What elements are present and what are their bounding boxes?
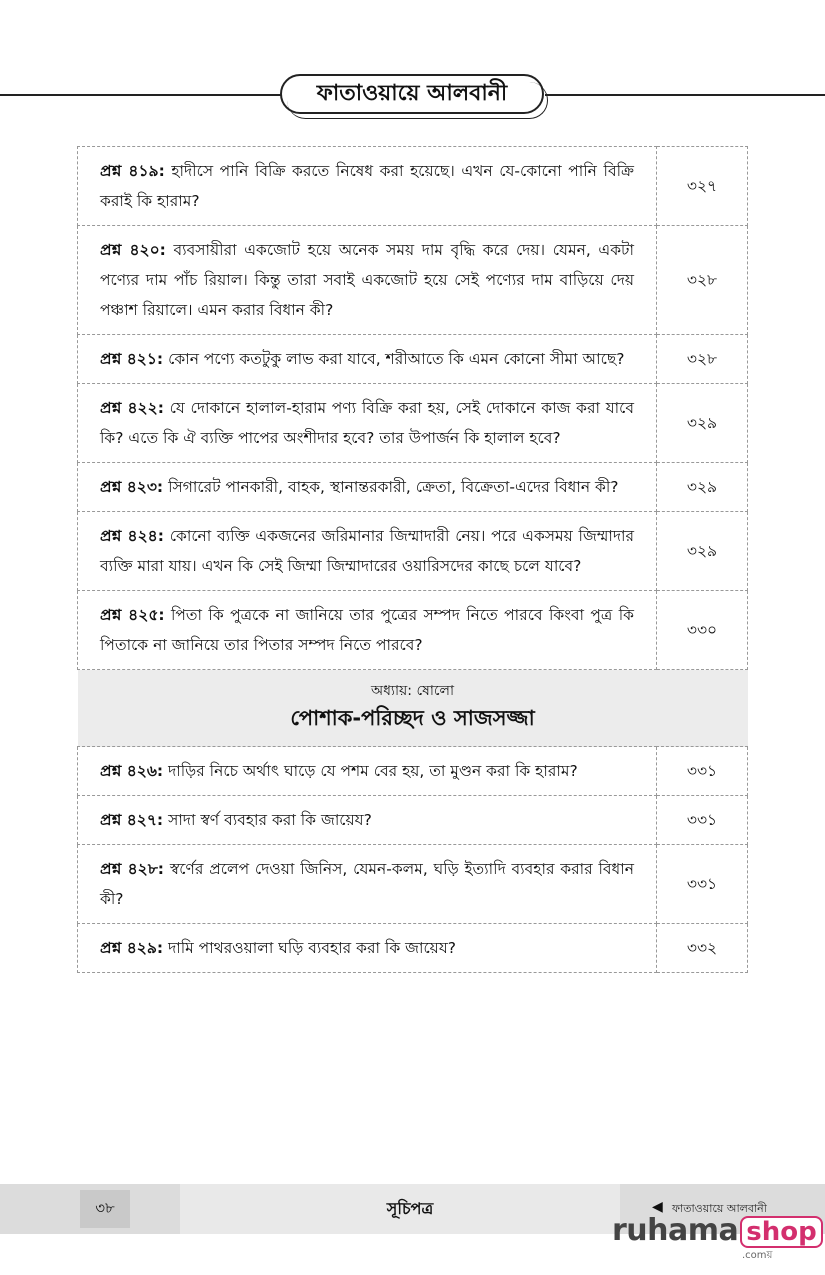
ruhamashop-logo [612,1213,823,1261]
question-cell [78,463,657,512]
table-row[interactable] [78,591,748,670]
question-label: প্রশ্ন ৪২৩: [100,478,164,496]
question-cell [78,845,657,924]
chapter-number: অধ্যায়: ষোলো [370,683,455,699]
page-number-cell: ৩৩১ [657,845,748,924]
question-label: প্রশ্ন ৪২৭: [100,811,164,829]
chapter-heading-row [78,670,748,747]
book-title: ফাতাওয়ায়ে আলবানী [316,80,508,106]
question-text: পিতা কি পুত্রকে না জানিয়ে তার পুত্রের সম্পদ নিতে পারবে কিংবা পুত্র কি পিতাকে না জানিয়ে তার পিতার সম্পদ নিতে পারবে? [100,606,634,654]
question-cell [78,924,657,973]
chapter-title: পোশাক-পরিচ্ছদ ও সাজসজ্জা [290,706,535,730]
question-label: প্রশ্ন ৪২৯: [100,939,164,957]
question-text: কোনো ব্যক্তি একজনের জরিমানার জিম্মাদারী নেয়। পরে একসময় জিম্মাদার ব্যক্তি মারা যায়। এখন কি সেই জিম্মা জিম্মাদারের ওয়ারিসদের কাছে চলে যাবে? [100,527,634,575]
logo-shop-text: shop [740,1216,822,1248]
page-number-cell: ৩৩১ [657,796,748,845]
question-text: যে দোকানে হালাল-হারাম পণ্য বিক্রি করা হয়, সেই দোকানে কাজ করা যাবে কি? এতে কি ঐ ব্যক্তি পাপের অংশীদার হবে? তার উপার্জন কি হালাল হবে? [100,399,634,447]
question-cell [78,147,657,226]
table-row[interactable] [78,335,748,384]
page-number-cell: ৩২৯ [657,463,748,512]
page-number-cell: ৩২৭ [657,147,748,226]
question-label: প্রশ্ন ৪১৯: [100,162,165,180]
footer-page-number: ৩৮ [80,1190,130,1228]
question-label: প্রশ্ন ৪২৫: [100,606,165,624]
question-text: হাদীসে পানি বিক্রি করতে নিষেধ করা হয়েছে। এখন যে-কোনো পানি বিক্রি করাই কি হারাম? [100,162,634,210]
question-cell [78,226,657,335]
table-row[interactable] [78,463,748,512]
page-number-cell: ৩২৯ [657,384,748,463]
page-number-cell: ৩২৮ [657,335,748,384]
question-label: প্রশ্ন ৪২২: [100,399,164,417]
chapter-heading [78,670,748,747]
question-text: সিগারেট পানকারী, বাহক, স্থানান্তরকারী, ক্রেতা, বিক্রেতা-এদের বিধান কী? [168,478,619,496]
table-row[interactable] [78,384,748,463]
page-number-cell: ৩২৯ [657,512,748,591]
header-rule-right [545,94,825,96]
question-text: স্বর্ণের প্রলেপ দেওয়া জিনিস, যেমন-কলম, ঘড়ি ইত্যাদি ব্যবহার করার বিধান কী? [100,860,634,908]
question-text: কোন পণ্যে কতটুকু লাভ করা যাবে, শরীআতে কি এমন কোনো সীমা আছে? [168,350,625,368]
question-label: প্রশ্ন ৪২৮: [100,860,165,878]
question-text: দাড়ির নিচে অর্থাৎ ঘাড়ে যে পশম বের হয়, তা মুণ্ডন করা কি হারাম? [168,762,578,780]
question-text: দামি পাথরওয়ালা ঘড়ি ব্যবহার করা কি জায়েয? [168,939,456,957]
question-cell [78,512,657,591]
logo-ruhama-text: ruhama [612,1213,739,1248]
logo-com-text: .comয় [742,1250,773,1261]
book-title-banner [280,74,544,114]
table-row[interactable] [78,512,748,591]
question-cell [78,384,657,463]
table-of-contents [77,146,748,973]
page-number-cell: ৩৩০ [657,591,748,670]
question-label: প্রশ্ন ৪২৪: [100,527,164,545]
question-label: প্রশ্ন ৪২৬: [100,762,164,780]
header-rule-left [0,94,282,96]
question-text: সাদা স্বর্ণ ব্যবহার করা কি জায়েয? [168,811,372,829]
table-row[interactable] [78,747,748,796]
footer-book-title: ফাতাওয়ায়ে আলবানী [672,1202,767,1215]
question-text: ব্যবসায়ীরা একজোট হয়ে অনেক সময় দাম বৃদ্ধি করে দেয়। যেমন, একটা পণ্যের দাম পাঁচ রিয়াল। কিন্তু তারা সবাই একজোট হয়ে সেই পণ্যের দাম বাড়িয়ে দেয় পঞ্চাশ রিয়ালে। এমন করার বিধান কী? [100,241,634,319]
footer-section-label: সূচিপত্র [386,1199,434,1218]
question-cell [78,747,657,796]
question-cell [78,591,657,670]
table-row[interactable] [78,845,748,924]
chevron-left-icon: ◀ [652,1199,663,1215]
question-label: প্রশ্ন ৪২১: [100,350,164,368]
table-row[interactable] [78,796,748,845]
page-number-cell: ৩২৮ [657,226,748,335]
question-cell [78,335,657,384]
page-number-cell: ৩৩২ [657,924,748,973]
table-row[interactable] [78,226,748,335]
table-row[interactable] [78,924,748,973]
table-row[interactable] [78,147,748,226]
question-cell [78,796,657,845]
page-number-cell: ৩৩১ [657,747,748,796]
question-label: প্রশ্ন ৪২০: [100,241,166,259]
